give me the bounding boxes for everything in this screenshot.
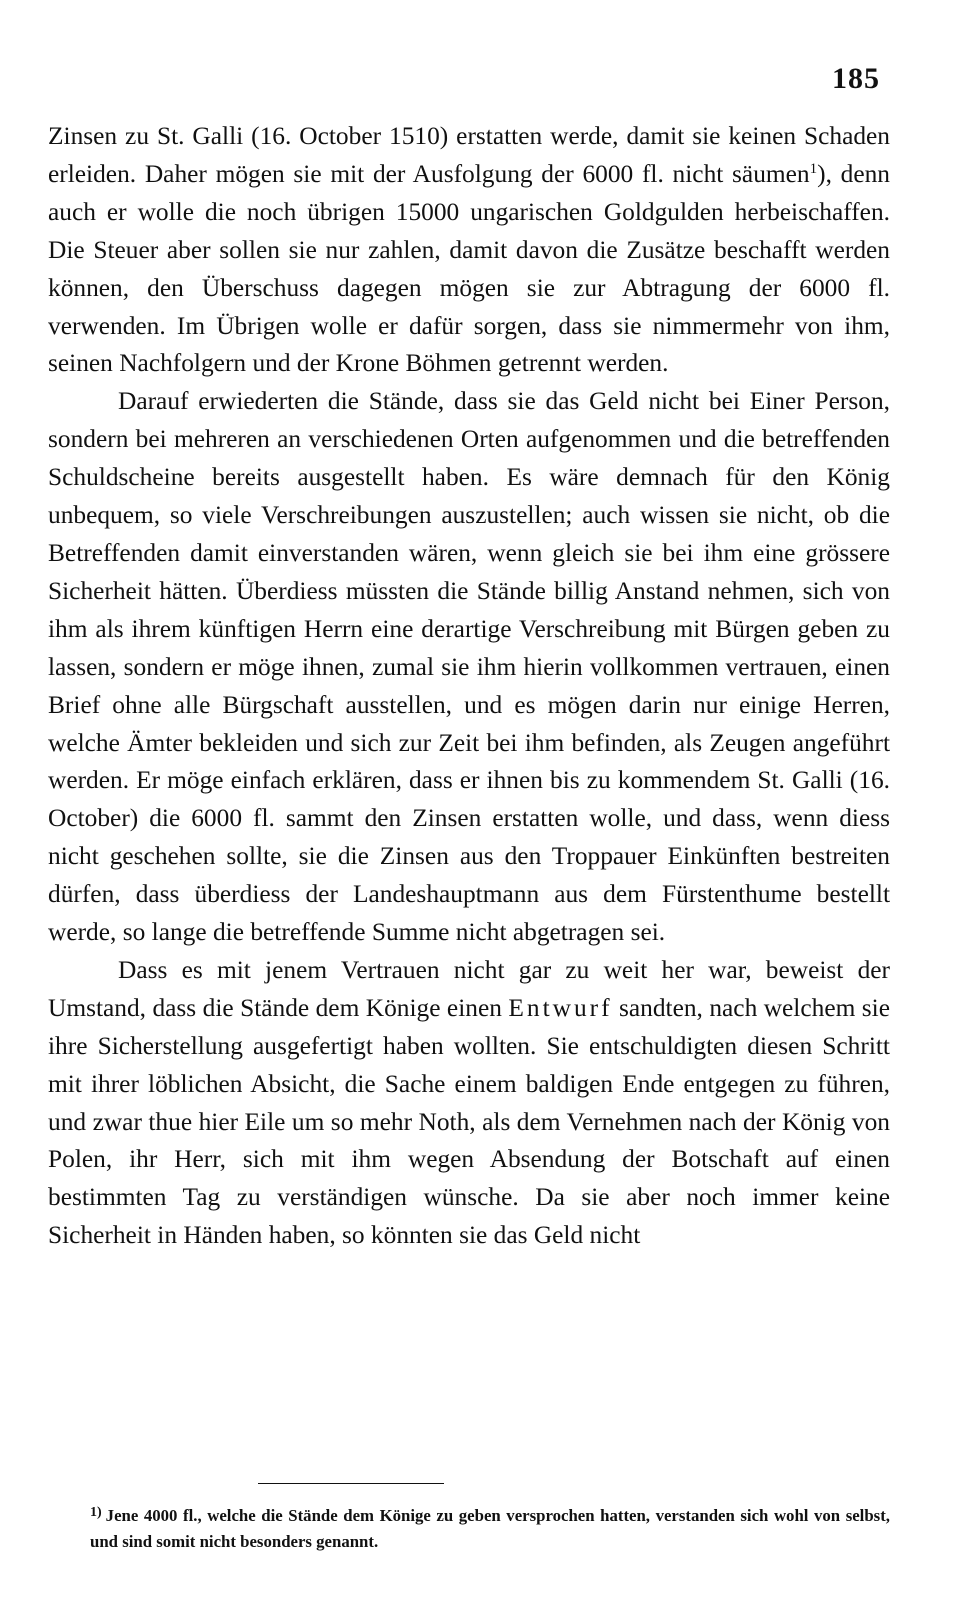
page-number: 185 <box>832 62 880 95</box>
footnote-paragraph <box>90 1503 890 1555</box>
paragraph-1-text-after: ), denn auch er wolle die noch übrigen 15000 ungarischen Goldgulden herbeischaffen. Die Steuer aber sollen sie nur zahlen, damit davon die Zusätze beschafft werden können, den Überschuss dagegen mögen sie zur Abtragung der 6000 fl. verwenden. Im Übrigen wolle er dafür sorgen, dass sie nimmermehr von ihm, seinen Nachfolgern und der Krone Böhmen getrennt werden. <box>48 159 890 378</box>
paragraph-3-text-before: Dass es mit jenem Vertrauen nicht gar zu weit her war, beweist der Umstand, dass die Stände dem Könige einen <box>48 955 890 1022</box>
paragraph-3 <box>48 952 890 1255</box>
footnote-reference: 1 <box>809 160 818 177</box>
paragraph-1 <box>48 118 890 383</box>
body-text <box>48 118 890 1255</box>
emphasized-word: Entwurf <box>508 993 613 1022</box>
footnote-mark: 1) <box>90 1505 102 1520</box>
footnote <box>90 1503 890 1555</box>
footnote-divider <box>258 1483 444 1484</box>
footnote-text: Jene 4000 fl., welche die Stände dem Könige zu geben versprochen hatten, verstanden sich wohl von selbst, und sind somit nicht besonders genannt. <box>90 1506 890 1551</box>
paragraph-1-text-before: Zinsen zu St. Galli (16. October 1510) erstatten werde, damit sie keinen Schaden erleiden. Daher mögen sie mit der Ausfolgung der 6000 fl. nicht säumen <box>48 122 890 188</box>
paragraph-3-text-after: sandten, nach welchem sie ihre Sicherstellung ausgefertigt haben wollten. Sie entschuldigten diesen Schritt mit ihrer löblichen Absicht, die Sache einem baldigen Ende entgegen zu führen, und zwar thue hier Eile um so mehr Noth, als dem Vernehmen nach der König von Polen, ihr Herr, sich mit ihm wegen Absendung der Botschaft auf einen bestimmten Tag zu verständigen wünsche. Da sie aber noch immer keine Sicherheit in Händen haben, so könnten sie das Geld nicht <box>48 993 890 1250</box>
paragraph-2: Darauf erwiederten die Stände, dass sie das Geld nicht bei Einer Person, sondern bei mehreren an verschiedenen Orten aufgenommen und die betreffenden Schuldscheine bereits ausgestellt haben. Es wäre demnach für den König unbequem, so viele Verschreibungen auszustellen; auch wissen sie nicht, ob die Betreffenden damit einverstanden wären, wenn gleich sie bei ihm eine grössere Sicherheit hätten. Überdiess müssten die Stände billig Anstand nehmen, sich von ihm als ihrem künftigen Herrn eine derartige Verschreibung mit Bürgen geben zu lassen, sondern er möge ihnen, zumal sie ihm hierin vollkommen vertrauen, einen Brief ohne alle Bürgschaft ausstellen, und es mögen darin nur einige Herren, welche Ämter bekleiden und sich zur Zeit bei ihm befinden, als Zeugen angeführt werden. Er möge einfach erklären, dass er ihnen bis zu kommendem St. Galli (16. October) die 6000 fl. sammt den Zinsen erstatten wolle, und dass, wenn diess nicht geschehen sollte, sie die Zinsen aus den Troppauer Einkünften bestreiten dürfen, dass überdiess der Landeshauptmann aus dem Fürstenthume bestellt werde, so lange die betreffende Summe nicht abgetragen sei. <box>48 387 890 947</box>
